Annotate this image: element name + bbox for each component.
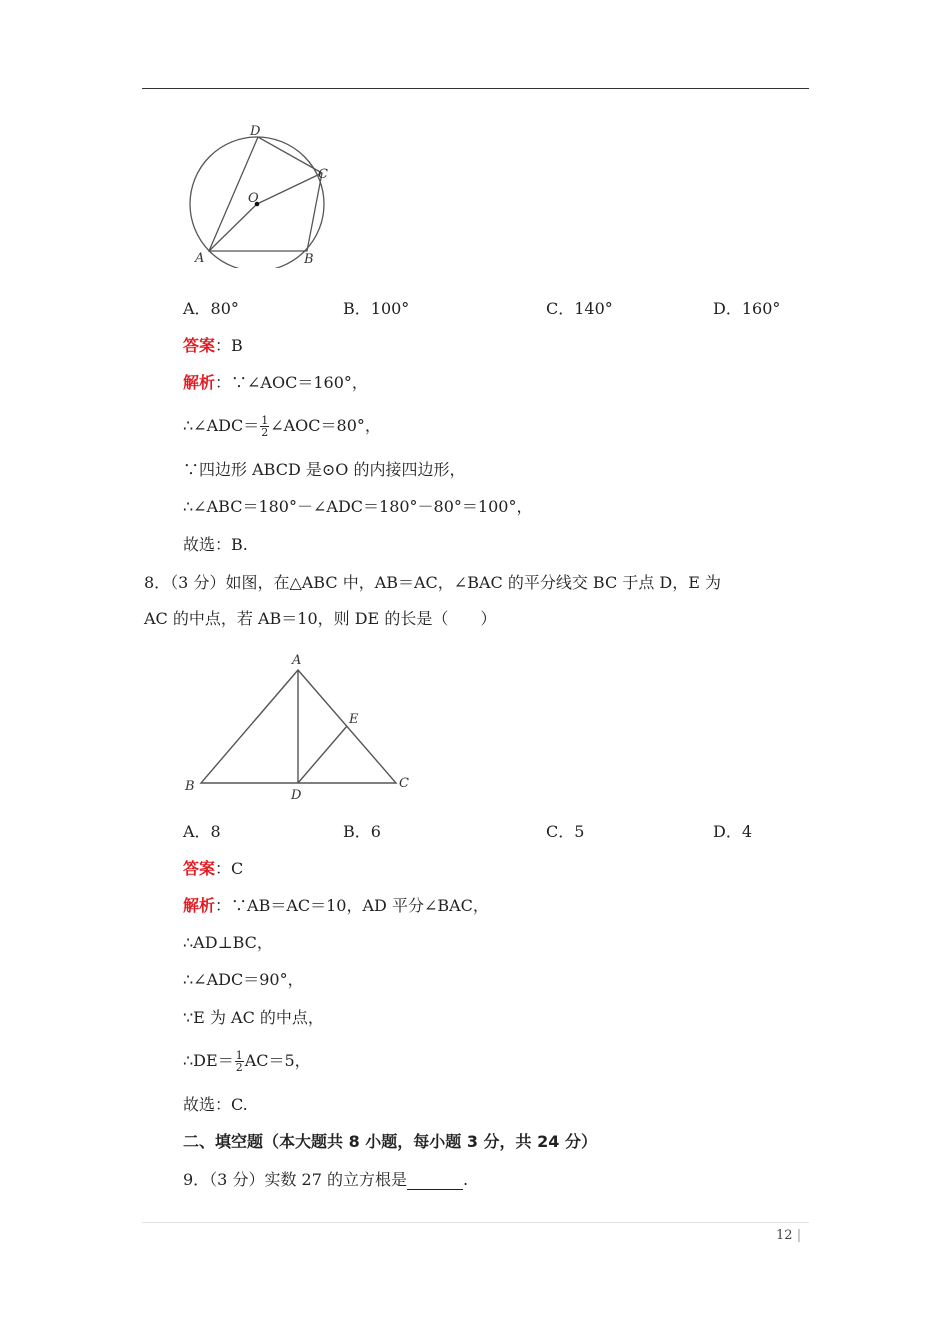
label-b: B <box>304 252 314 267</box>
q7-analysis-line2 <box>183 415 381 438</box>
fraction-one-half <box>260 415 269 438</box>
segment-oc <box>257 173 322 204</box>
analysis-text: ∠AOC＝80°， <box>270 416 381 435</box>
fraction-den: 2 <box>235 1061 243 1074</box>
answer-label: 答案 <box>183 859 216 878</box>
analysis-text: ∴∠ADC＝ <box>183 416 260 435</box>
fraction-num: 1 <box>235 1049 243 1062</box>
page-number-value: 12 <box>776 1228 793 1243</box>
q7-circle-figure <box>180 118 340 268</box>
q8-analysis-line6: 故选：C. <box>183 1095 248 1114</box>
page-number: 12 | <box>776 1228 802 1243</box>
label-a: A <box>292 653 302 668</box>
q8-analysis-line5 <box>183 1050 311 1073</box>
q7-analysis-line5: 故选：B. <box>183 535 248 554</box>
q7-analysis-line4: ∴∠ABC＝180°－∠ADC＝180°－80°＝100°， <box>183 497 533 516</box>
q8-analysis-line1 <box>183 896 489 916</box>
answer-value: ：B <box>215 336 243 355</box>
label-c: C <box>318 167 328 182</box>
fraction-num: 1 <box>261 414 269 427</box>
analysis-label: 解析 <box>183 896 216 915</box>
segment-de <box>298 726 347 783</box>
q8-stem-line1: 8．（3 分）如图，在△ABC 中，AB＝AC，∠BAC 的平分线交 BC 于点 D，E 为 <box>144 573 721 592</box>
fraction-den: 2 <box>261 426 269 439</box>
q8-option-b: B．6 <box>343 822 381 841</box>
label-o: O <box>248 191 259 206</box>
q7-analysis-line3: ∵四边形 ABCD 是⊙O 的内接四边形， <box>183 460 466 479</box>
analysis-text: AC＝5， <box>244 1051 311 1070</box>
answer-blank <box>407 1173 463 1190</box>
answer-label: 答案 <box>183 336 216 355</box>
q8-option-a: A．8 <box>183 822 221 841</box>
section-heading: 二、填空题（本大题共 8 小题，每小题 3 分，共 24 分） <box>183 1132 597 1151</box>
q7-answer <box>183 336 243 356</box>
q9-stem <box>183 1170 468 1190</box>
q7-option-b: B．100° <box>343 299 410 318</box>
q7-option-a: A．80° <box>183 299 239 318</box>
q7-option-d: D．160° <box>713 299 781 318</box>
q8-option-d: D．4 <box>713 822 753 841</box>
q9-stem-text: 9．（3 分）实数 27 的立方根是 <box>183 1170 407 1189</box>
q7-analysis-line1 <box>183 373 368 393</box>
label-e: E <box>349 712 359 727</box>
label-d: D <box>291 788 302 803</box>
label-c: C <box>399 776 409 791</box>
label-a: A <box>195 251 205 266</box>
segment-ao <box>209 204 257 251</box>
q8-stem-line2: AC 的中点，若 AB＝10，则 DE 的长是（ ） <box>144 609 497 628</box>
answer-value: ：C <box>215 859 244 878</box>
q8-analysis-line4: ∵E 为 AC 的中点， <box>183 1008 324 1027</box>
analysis-text: ：∵∠AOC＝160°， <box>215 373 368 392</box>
analysis-label: 解析 <box>183 373 216 392</box>
q8-triangle-figure <box>180 648 420 806</box>
footer-rule <box>142 1222 809 1223</box>
q8-analysis-line3: ∴∠ADC＝90°， <box>183 970 304 989</box>
q8-answer <box>183 859 243 879</box>
q9-stem-end: . <box>462 1170 469 1189</box>
label-b: B <box>185 779 195 794</box>
analysis-text: ∴DE＝ <box>183 1051 234 1070</box>
q8-analysis-line2: ∴AD⊥BC， <box>183 933 273 952</box>
fraction-one-half <box>235 1050 244 1073</box>
q8-option-c: C．5 <box>546 822 585 841</box>
q7-option-c: C．140° <box>546 299 613 318</box>
label-d: D <box>250 124 261 139</box>
analysis-text: ：∵AB＝AC＝10，AD 平分∠BAC， <box>215 896 489 915</box>
header-rule <box>142 88 809 89</box>
